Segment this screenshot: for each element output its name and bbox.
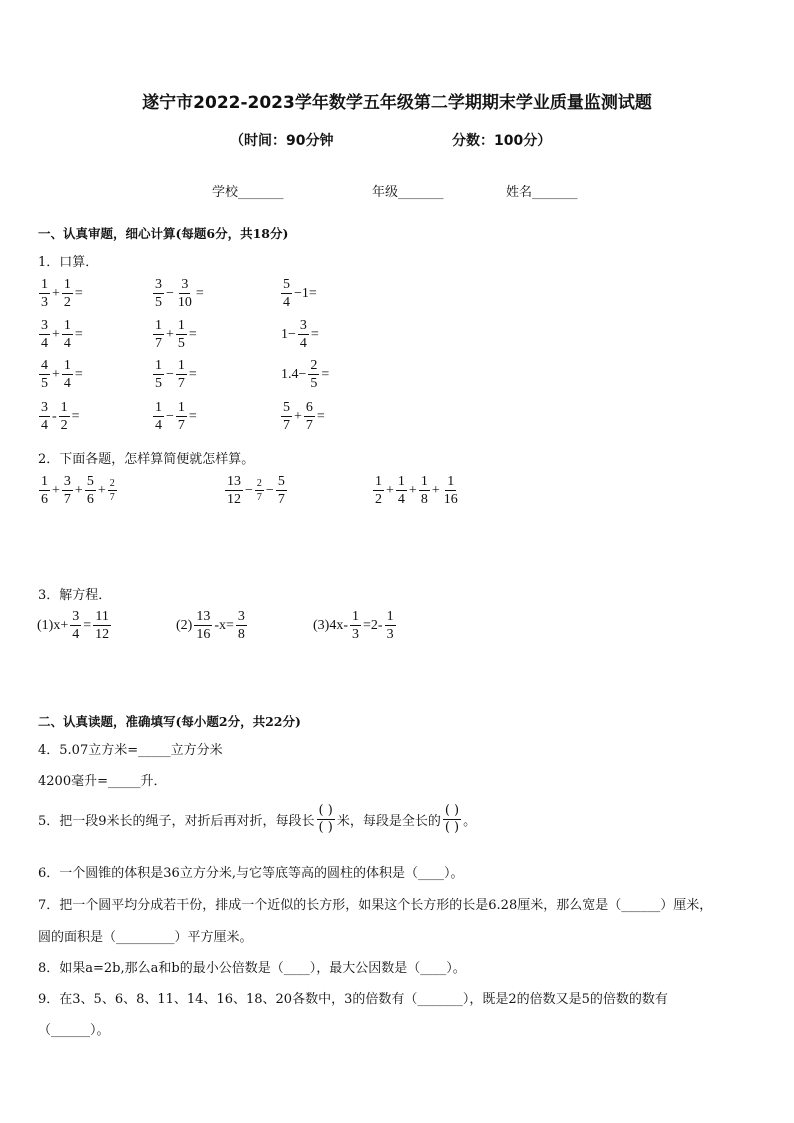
oral-calc-item [152, 317, 198, 352]
denominator: 4 [63, 336, 71, 351]
operator: − [245, 482, 253, 498]
time-label: （时间：90分钟 [230, 133, 334, 149]
operator: − [166, 366, 174, 382]
operator: + [52, 482, 60, 498]
operator: = [74, 285, 83, 301]
q5-blank-numerator-1: ( ) [318, 803, 333, 818]
denominator: 4 [283, 295, 290, 310]
numerator: 1 [375, 474, 382, 489]
fraction [255, 477, 264, 504]
q5-text-2: 米，每段是全长的 [336, 814, 441, 829]
operator: −1= [294, 285, 317, 301]
denominator: 4 [155, 418, 162, 433]
q5-text-1: 5．把一段9米长的绳子，对折后再对折，每段长 [38, 814, 315, 829]
numerator: 3 [63, 474, 71, 489]
q9-line1: 9．在3、5、6、8、11、14、16、18、20各数中，3的倍数有（_______），既是2的倍数又是5的倍数的数有 [38, 992, 668, 1007]
numerator: 13 [227, 474, 241, 489]
numerator: 1 [63, 277, 71, 292]
oral-calc-item [38, 357, 84, 392]
denominator: 7 [277, 492, 285, 507]
fraction [62, 276, 73, 311]
operator: + [97, 482, 106, 498]
denominator: 4 [397, 492, 405, 507]
numerator: 1 [447, 474, 455, 489]
denominator: 7 [177, 376, 185, 391]
numerator: 1 [177, 318, 185, 333]
operator: = [188, 408, 197, 424]
denominator: 4 [41, 336, 48, 351]
numerator: 5 [86, 474, 94, 489]
numerator: 1 [420, 474, 428, 489]
operator: + [166, 326, 174, 342]
numerator: 3 [299, 318, 307, 333]
operator: + [408, 482, 417, 498]
denominator: 8 [420, 492, 428, 507]
operator: = [83, 617, 92, 633]
equation [312, 608, 397, 643]
fraction [85, 473, 96, 508]
fraction [176, 317, 187, 352]
q3-label: 3．解方程． [38, 588, 112, 603]
numerator: 3 [41, 318, 48, 333]
denominator: 3 [352, 627, 359, 642]
fraction [281, 276, 292, 311]
denominator: 4 [299, 336, 307, 351]
denominator: 6 [86, 492, 94, 507]
fraction [298, 317, 309, 352]
fraction [304, 399, 315, 434]
fraction [39, 276, 50, 311]
fraction [153, 276, 164, 311]
operator: 1− [281, 326, 296, 342]
fraction [176, 357, 187, 392]
operator: = [74, 366, 83, 382]
fraction [62, 473, 73, 508]
operator: = [188, 326, 197, 342]
fraction [153, 399, 164, 434]
fraction [153, 357, 164, 392]
fraction [39, 317, 50, 352]
score-label: 分数：100分） [452, 133, 552, 149]
numerator: 2 [310, 358, 318, 373]
fraction [396, 473, 407, 508]
denominator: 10 [177, 295, 192, 310]
numerator: 1 [386, 609, 394, 624]
denominator: 2 [375, 492, 382, 507]
grade-field: 年级_______ [372, 185, 444, 200]
numerator: 4 [41, 358, 48, 373]
operator: (1)x+ [37, 617, 69, 633]
denominator: 5 [41, 376, 48, 391]
operator: - [52, 408, 57, 424]
denominator: 7 [63, 492, 71, 507]
denominator: 7 [305, 418, 313, 433]
operator: + [294, 408, 302, 424]
q4-line2: 4200毫升=_____升． [38, 774, 167, 789]
fraction [225, 473, 243, 508]
numerator: 3 [181, 277, 189, 292]
q5-blank-numerator-2: ( ) [444, 803, 460, 818]
fraction [39, 473, 50, 508]
fraction [236, 608, 247, 643]
simplify-expression [372, 473, 461, 508]
oral-calc-item [280, 357, 330, 392]
numerator: 1 [155, 318, 162, 333]
numerator: 6 [305, 400, 313, 415]
fraction [308, 357, 319, 392]
fraction [350, 608, 361, 643]
numerator: 5 [277, 474, 285, 489]
operator: -x= [214, 617, 234, 633]
school-field: 学校_______ [212, 185, 284, 200]
numerator: 3 [72, 609, 80, 624]
operator: = [74, 326, 83, 342]
q1-label: 1．口算． [38, 255, 99, 270]
q7-line1: 7．把一个圆平均分成若干份，排成一个近似的长方形，如果这个长方形的长是6.28厘米，那么宽是（______）厘米， [38, 898, 713, 913]
operator: (3)4x- [313, 617, 348, 633]
operator: (2) [176, 617, 193, 633]
denominator: 4 [72, 627, 80, 642]
simplify-expression [38, 473, 118, 508]
denominator: 12 [95, 627, 110, 642]
fraction [373, 473, 384, 508]
numerator: 3 [41, 400, 48, 415]
q4-line1: 4．5.07立方米=_____立方分米 [38, 743, 223, 758]
numerator: 1 [41, 474, 48, 489]
denominator: 4 [63, 376, 71, 391]
denominator: 7 [155, 336, 162, 351]
fraction [276, 473, 287, 508]
fraction [39, 357, 50, 392]
oral-calc-item [152, 276, 205, 311]
operator: + [52, 326, 60, 342]
denominator: 7 [283, 418, 290, 433]
denominator: 3 [41, 295, 48, 310]
denominator: 5 [155, 376, 162, 391]
numerator: 3 [237, 609, 245, 624]
numerator: 5 [283, 400, 290, 415]
operator: = [188, 366, 197, 382]
fraction [108, 477, 117, 504]
operator: − [166, 285, 174, 301]
operator: = [195, 285, 204, 301]
q8-line: 8．如果a=2b,那么a和b的最小公倍数是（____），最大公因数是（____）。 [38, 961, 466, 976]
q5-blank-fraction-2 [443, 803, 461, 836]
fraction [176, 399, 187, 434]
operator: = [310, 326, 319, 342]
operator: − [166, 408, 174, 424]
denominator: 2 [60, 418, 68, 433]
operator: + [52, 366, 60, 382]
oral-calc-item [280, 317, 320, 352]
q7-line2: 圆的面积是（_________）平方厘米。 [38, 930, 253, 945]
operator: = [321, 366, 330, 382]
simplify-expression [224, 473, 288, 508]
numerator: 2 [256, 478, 262, 489]
denominator: 7 [109, 492, 115, 503]
denominator: 5 [155, 295, 162, 310]
oral-calc-item [38, 276, 84, 311]
q9-line2: （______）。 [38, 1023, 110, 1038]
numerator: 5 [283, 277, 290, 292]
q5-blank-denominator-1: ( ) [318, 820, 333, 835]
fraction [153, 317, 164, 352]
oral-calc-item [280, 276, 318, 311]
denominator: 16 [443, 492, 458, 507]
equation [175, 608, 248, 643]
operator: = [71, 408, 80, 424]
oral-calc-item [280, 399, 326, 434]
numerator: 1 [155, 358, 162, 373]
q5-blank-fraction-1 [317, 803, 335, 836]
fraction [59, 399, 70, 434]
fraction [281, 399, 292, 434]
denominator: 4 [41, 418, 48, 433]
operator: + [74, 482, 83, 498]
equation [36, 608, 112, 643]
q2-label: 2．下面各题，怎样算简便就怎样算。 [38, 452, 255, 467]
fraction [39, 399, 50, 434]
numerator: 1 [352, 609, 359, 624]
q5-line [38, 803, 476, 836]
q5-blank-denominator-2: ( ) [444, 820, 460, 835]
denominator: 16 [196, 627, 211, 642]
fraction [62, 317, 73, 352]
denominator: 3 [386, 627, 394, 642]
oral-calc-item [38, 399, 81, 434]
denominator: 5 [177, 336, 185, 351]
operator: + [386, 482, 394, 498]
section2-heading: 二、认真读题，准确填写(每小题2分，共22分) [38, 714, 301, 729]
fraction [62, 357, 73, 392]
numerator: 13 [196, 609, 211, 624]
operator: =2- [363, 617, 383, 633]
numerator: 2 [109, 478, 115, 489]
oral-calc-item [38, 317, 84, 352]
denominator: 7 [177, 418, 185, 433]
denominator: 12 [227, 492, 241, 507]
operator: 1.4− [281, 366, 307, 382]
fraction [419, 473, 430, 508]
denominator: 2 [63, 295, 71, 310]
operator: + [52, 285, 60, 301]
fraction [194, 608, 212, 643]
numerator: 1 [41, 277, 48, 292]
operator: + [431, 482, 440, 498]
operator: − [265, 482, 274, 498]
name-field: 姓名_______ [506, 185, 578, 200]
operator: = [316, 408, 325, 424]
numerator: 1 [60, 400, 68, 415]
exam-title: 遂宁市2022-2023学年数学五年级第二学期期末学业质量监测试题 [142, 93, 652, 113]
fraction [176, 276, 194, 311]
numerator: 1 [63, 358, 71, 373]
oral-calc-item [152, 399, 198, 434]
fraction [442, 473, 460, 508]
fraction [93, 608, 111, 643]
oral-calc-item [152, 357, 198, 392]
numerator: 3 [155, 277, 162, 292]
numerator: 1 [397, 474, 405, 489]
fraction [385, 608, 396, 643]
section1-heading: 一、认真审题，细心计算(每题6分，共18分) [38, 226, 289, 241]
q5-text-3: 。 [463, 814, 477, 829]
numerator: 1 [63, 318, 71, 333]
denominator: 7 [256, 492, 262, 503]
numerator: 1 [177, 358, 185, 373]
numerator: 1 [155, 400, 162, 415]
q6-line: 6．一个圆锥的体积是36立方分米,与它等底等高的圆柱的体积是（____）。 [38, 866, 464, 881]
numerator: 1 [177, 400, 185, 415]
fraction [70, 608, 81, 643]
numerator: 11 [95, 609, 109, 624]
denominator: 6 [41, 492, 48, 507]
denominator: 8 [237, 627, 245, 642]
denominator: 5 [310, 376, 318, 391]
